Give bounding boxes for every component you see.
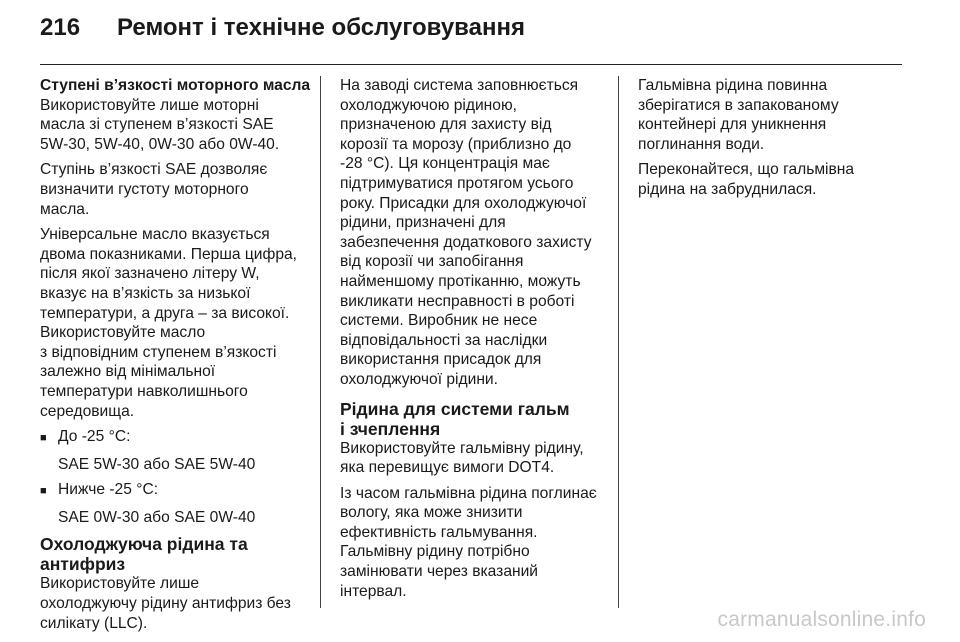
viscosity-paragraph-1 [40, 96, 312, 155]
brake-fluid-paragraph-2 [340, 484, 612, 602]
column-divider-2 [618, 76, 619, 608]
heading-line: Охолоджуюча рідина та [40, 534, 248, 555]
text-line: Використовуйте гальмівну рідину, [340, 439, 584, 457]
viscosity-paragraph-3 [40, 225, 312, 421]
text-line: контейнері для уникнення [638, 116, 827, 134]
viscosity-heading: Ступені в’язкості моторного масла [40, 77, 311, 94]
text-line: -28 °C). Ця концентрація має [340, 155, 550, 173]
text-line: з відповідним ступенем в’язкості [40, 343, 277, 361]
text-line: Використовуйте масло [40, 324, 206, 342]
text-line: Універсальне масло вказується [40, 226, 270, 244]
text-line: викликати несправності в роботі [340, 292, 575, 310]
text-line: інтервал. [340, 582, 407, 600]
text-line: вологу, яка може знизити [340, 504, 523, 522]
header-rule [40, 64, 902, 65]
bullet-square-icon: ■ [40, 485, 47, 498]
bullet-label: Нижче -25 °C: [58, 481, 159, 499]
text-line: поглинання води. [638, 135, 765, 153]
text-line: охолоджуючою рідиною, [340, 96, 517, 114]
text-line: ефективність гальмування. [340, 523, 538, 541]
text-line: охолоджуючої рідини. [340, 370, 498, 388]
bullet-square-icon: ■ [40, 432, 47, 445]
text-line: року. Присадки для охолоджуючої [340, 194, 587, 212]
column-1 [40, 76, 312, 633]
text-line: вказує на в’язкість за низької [40, 284, 251, 302]
text-line: залежно від мінімальної [40, 363, 216, 381]
column-divider-1 [320, 76, 321, 608]
text-line: температури навколишнього [40, 382, 248, 400]
text-line: температури, а друга – за високої. [40, 304, 290, 322]
text-line: відповідальності за наслідки [340, 331, 548, 349]
brake-fluid-paragraph-1 [340, 439, 612, 478]
text-line: двома показниками. Перша цифра, [40, 245, 298, 263]
text-line: призначеною для захисту від [340, 116, 552, 134]
text-line: Гальмівну рідину потрібно [340, 543, 530, 561]
text-line: силікату (LLC). [40, 614, 148, 632]
heading-line: антифриз [40, 554, 126, 575]
coolant-heading [40, 534, 312, 574]
text-line: корозії та морозу (приблизно до [340, 135, 572, 153]
column-3 [638, 76, 910, 200]
page-title: Ремонт і технічне обслуговування [117, 14, 525, 41]
text-line: підтримуватися протягом усього [340, 174, 574, 192]
text-line: системи. Виробник не несе [340, 312, 538, 330]
text-line: після якої зазначено літеру W, [40, 265, 260, 283]
text-line: масла. [40, 200, 90, 218]
text-line: забезпечення додаткового захисту [340, 233, 592, 251]
column-2 [340, 76, 612, 601]
text-line: рідина на забруднилася. [638, 180, 817, 198]
brake-fluid-heading [340, 399, 612, 439]
text-line: Гальмівна рідина повинна [638, 77, 828, 94]
text-line: охолоджуючу рідину антифриз без [40, 595, 291, 613]
text-line: Використовуйте лише [40, 575, 200, 593]
text-line: На заводі система заповнюється [340, 77, 579, 94]
text-line: середовища. [40, 402, 135, 420]
heading-line: Рідина для системи гальм [340, 398, 570, 419]
text-line: Із часом гальмівна рідина поглинає [340, 484, 597, 502]
viscosity-paragraph-2 [40, 160, 312, 219]
bullet-value: SAE 0W-30 або SAE 0W-40 [58, 508, 256, 526]
text-line: від корозії чи запобігання [340, 253, 524, 271]
text-line: замінювати через вказаний [340, 563, 539, 581]
text-line: визначити густоту моторного [40, 180, 249, 198]
text-line: масла зі ступенем в’язкості SAE [40, 116, 274, 134]
heading-line: і зчеплення [340, 418, 441, 439]
text-line: Переконайтеся, що гальмівна [638, 161, 855, 179]
text-line: використання присадок для [340, 351, 542, 369]
bullet-label: До -25 °C: [58, 428, 131, 446]
page-header [40, 14, 525, 48]
text-line: найменшому протіканню, можуть [340, 272, 581, 290]
text-line: яка перевищує вимоги DOT4. [340, 459, 555, 477]
text-line: рідини, призначені для [340, 214, 506, 232]
brake-fluid-storage-paragraph [638, 76, 910, 154]
text-line: 5W-30, 5W-40, 0W-30 або 0W-40. [40, 135, 280, 153]
page-number: 216 [40, 14, 81, 41]
brake-fluid-check-paragraph [638, 160, 910, 199]
coolant-paragraph [40, 574, 312, 633]
text-line: Використовуйте лише моторні [40, 96, 259, 114]
coolant-paragraph-2 [340, 76, 612, 390]
text-line: зберігатися в запакованому [638, 96, 839, 114]
watermark: carmanualsonline.info [717, 608, 926, 631]
list-item [40, 427, 312, 449]
bullet-value: SAE 5W-30 або SAE 5W-40 [58, 455, 256, 473]
list-item [40, 480, 312, 502]
text-line: Ступінь в’язкості SAE дозволяє [40, 161, 268, 179]
